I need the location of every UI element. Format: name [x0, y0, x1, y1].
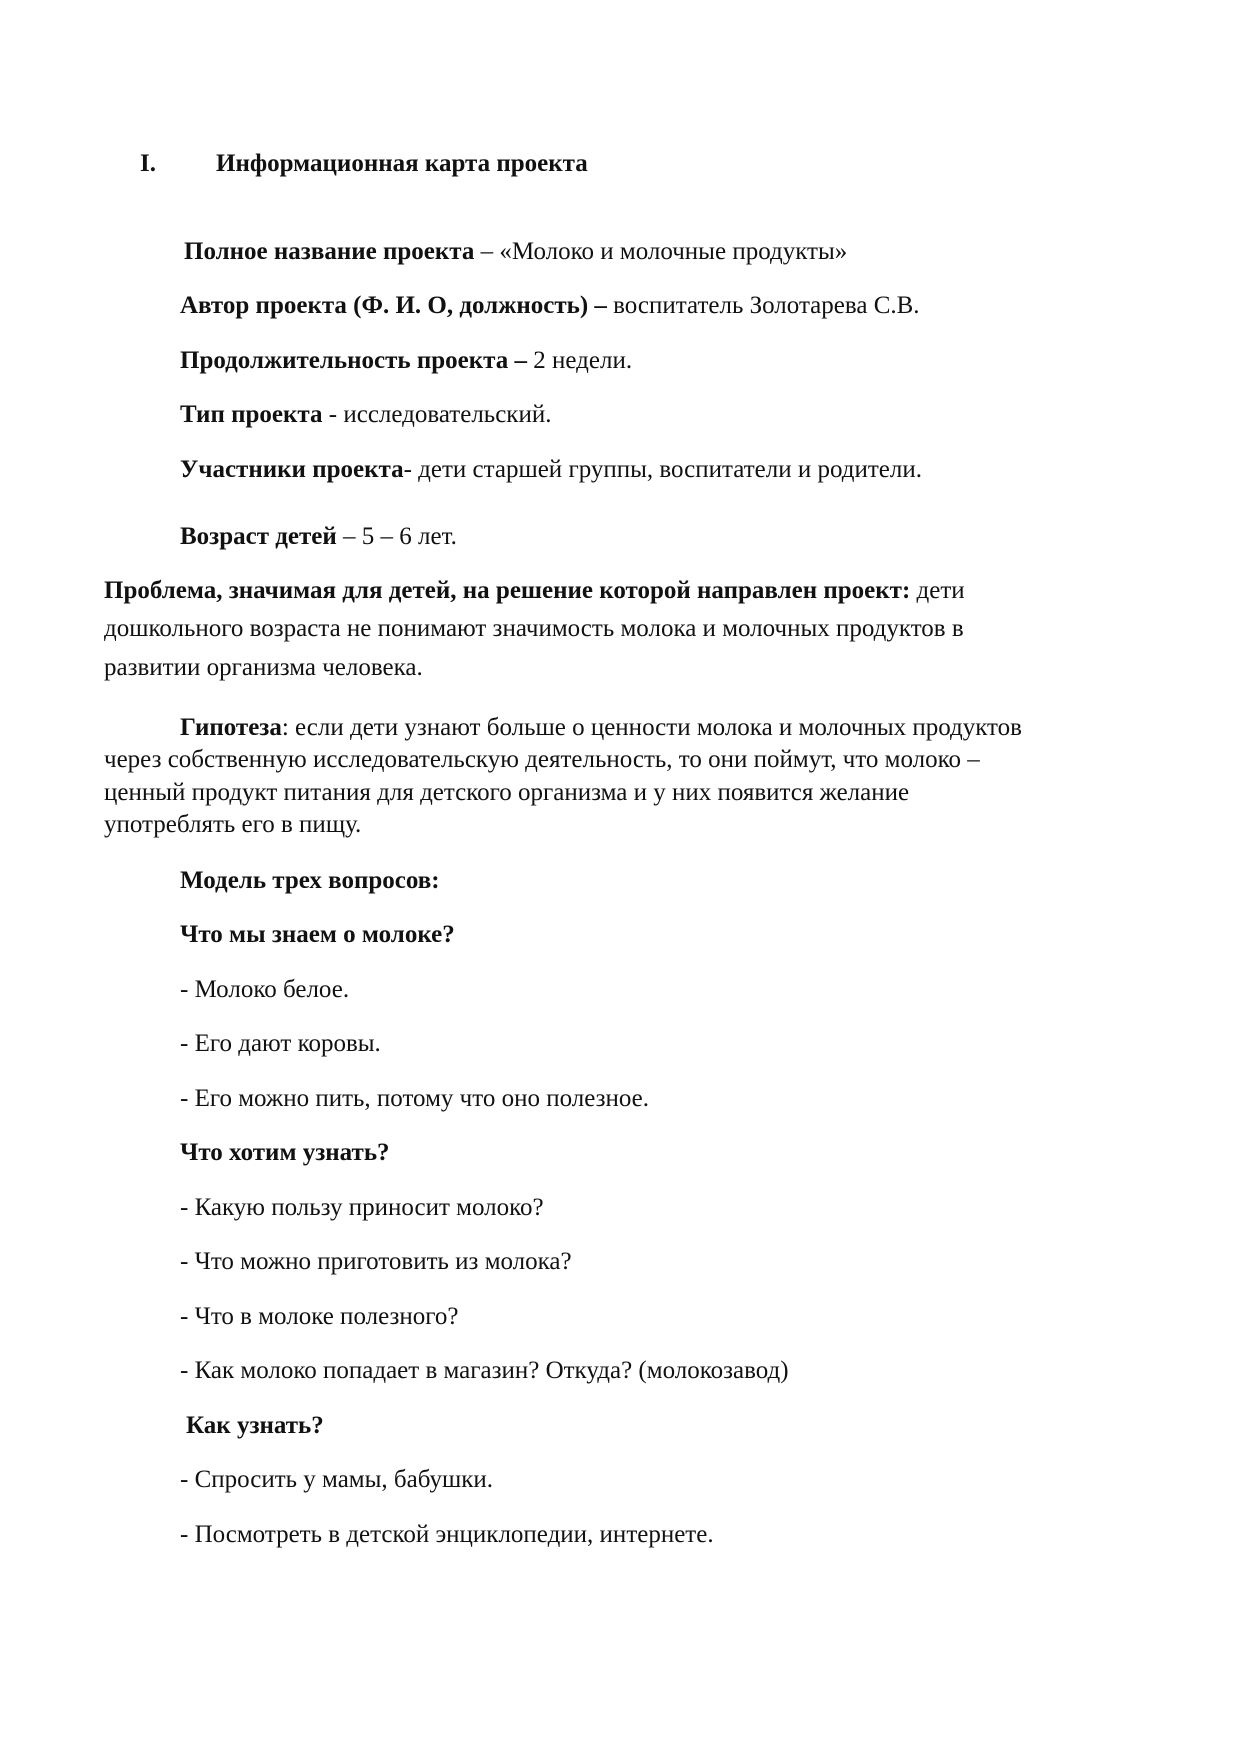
project-participants-value: - дети старшей группы, воспитатели и родители. — [403, 456, 922, 483]
project-type-value: - исследовательский. — [322, 401, 552, 428]
hypothesis-line-3: ценный продукт питания для детского организма и у них появится желание — [104, 779, 910, 806]
project-full-name-value: – «Молоко и молочные продукты» — [474, 238, 848, 265]
model-title: Модель трех вопросов: — [180, 867, 440, 894]
project-participants-label: Участники проекта — [180, 456, 404, 483]
project-full-name — [184, 237, 847, 267]
section-title: Информационная карта проекта — [216, 150, 588, 177]
question-2-item: - Как молоко попадает в магазин? Откуда? (молокозавод) — [180, 1357, 789, 1384]
question-1-item: - Его дают коровы. — [180, 1030, 381, 1057]
project-full-name-label: Полное название проекта — [184, 238, 475, 265]
question-2-item: - Что можно приготовить из молока? — [180, 1248, 572, 1275]
project-type — [180, 400, 551, 430]
children-age — [180, 522, 457, 552]
project-type-label: Тип проекта — [180, 401, 323, 428]
project-participants — [180, 455, 922, 485]
problem-line-3: развитии организма человека. — [104, 654, 423, 681]
children-age-value: – 5 – 6 лет. — [336, 523, 457, 550]
problem-line-2: дошкольного возраста не понимают значимость молока и молочных продуктов в — [104, 615, 964, 642]
children-age-label: Возраст детей — [180, 523, 337, 550]
project-duration-label: Продолжительность проекта – — [180, 347, 528, 374]
project-duration-value: 2 недели. — [527, 347, 633, 374]
problem-value-start: дети — [910, 577, 965, 604]
question-2-item: - Какую пользу приносит молоко? — [180, 1194, 544, 1221]
question-2-title: Что хотим узнать? — [180, 1139, 390, 1166]
hypothesis-line-2: через собственную исследовательскую деятельность, то они поймут, что молоко – — [104, 746, 980, 773]
project-author-value: воспитатель Золотарева С.В. — [606, 292, 920, 319]
hypothesis-line-4: употреблять его в пищу. — [104, 811, 362, 838]
question-2-item: - Что в молоке полезного? — [180, 1303, 459, 1330]
question-3-item: - Посмотреть в детской энциклопедии, интернете. — [180, 1521, 714, 1548]
problem-line-1 — [104, 576, 965, 606]
question-1-item: - Его можно пить, потому что оно полезное. — [180, 1085, 650, 1112]
question-1-title: Что мы знаем о молоке? — [180, 921, 455, 948]
hypothesis-line-1 — [180, 713, 1022, 743]
project-author — [180, 291, 920, 321]
question-1-item: - Молоко белое. — [180, 976, 350, 1003]
project-author-label: Автор проекта (Ф. И. О, должность) – — [180, 292, 607, 319]
question-3-title: Как узнать? — [186, 1412, 324, 1439]
hypothesis-label: Гипотеза — [180, 714, 282, 741]
problem-label: Проблема, значимая для детей, на решение которой направлен проект: — [104, 577, 911, 604]
question-3-item: - Спросить у мамы, бабушки. — [180, 1466, 494, 1493]
section-number: I. — [140, 150, 156, 177]
project-duration — [180, 346, 632, 376]
hypothesis-value-start: : если дети узнают больше о ценности молока и молочных продуктов — [281, 714, 1022, 741]
